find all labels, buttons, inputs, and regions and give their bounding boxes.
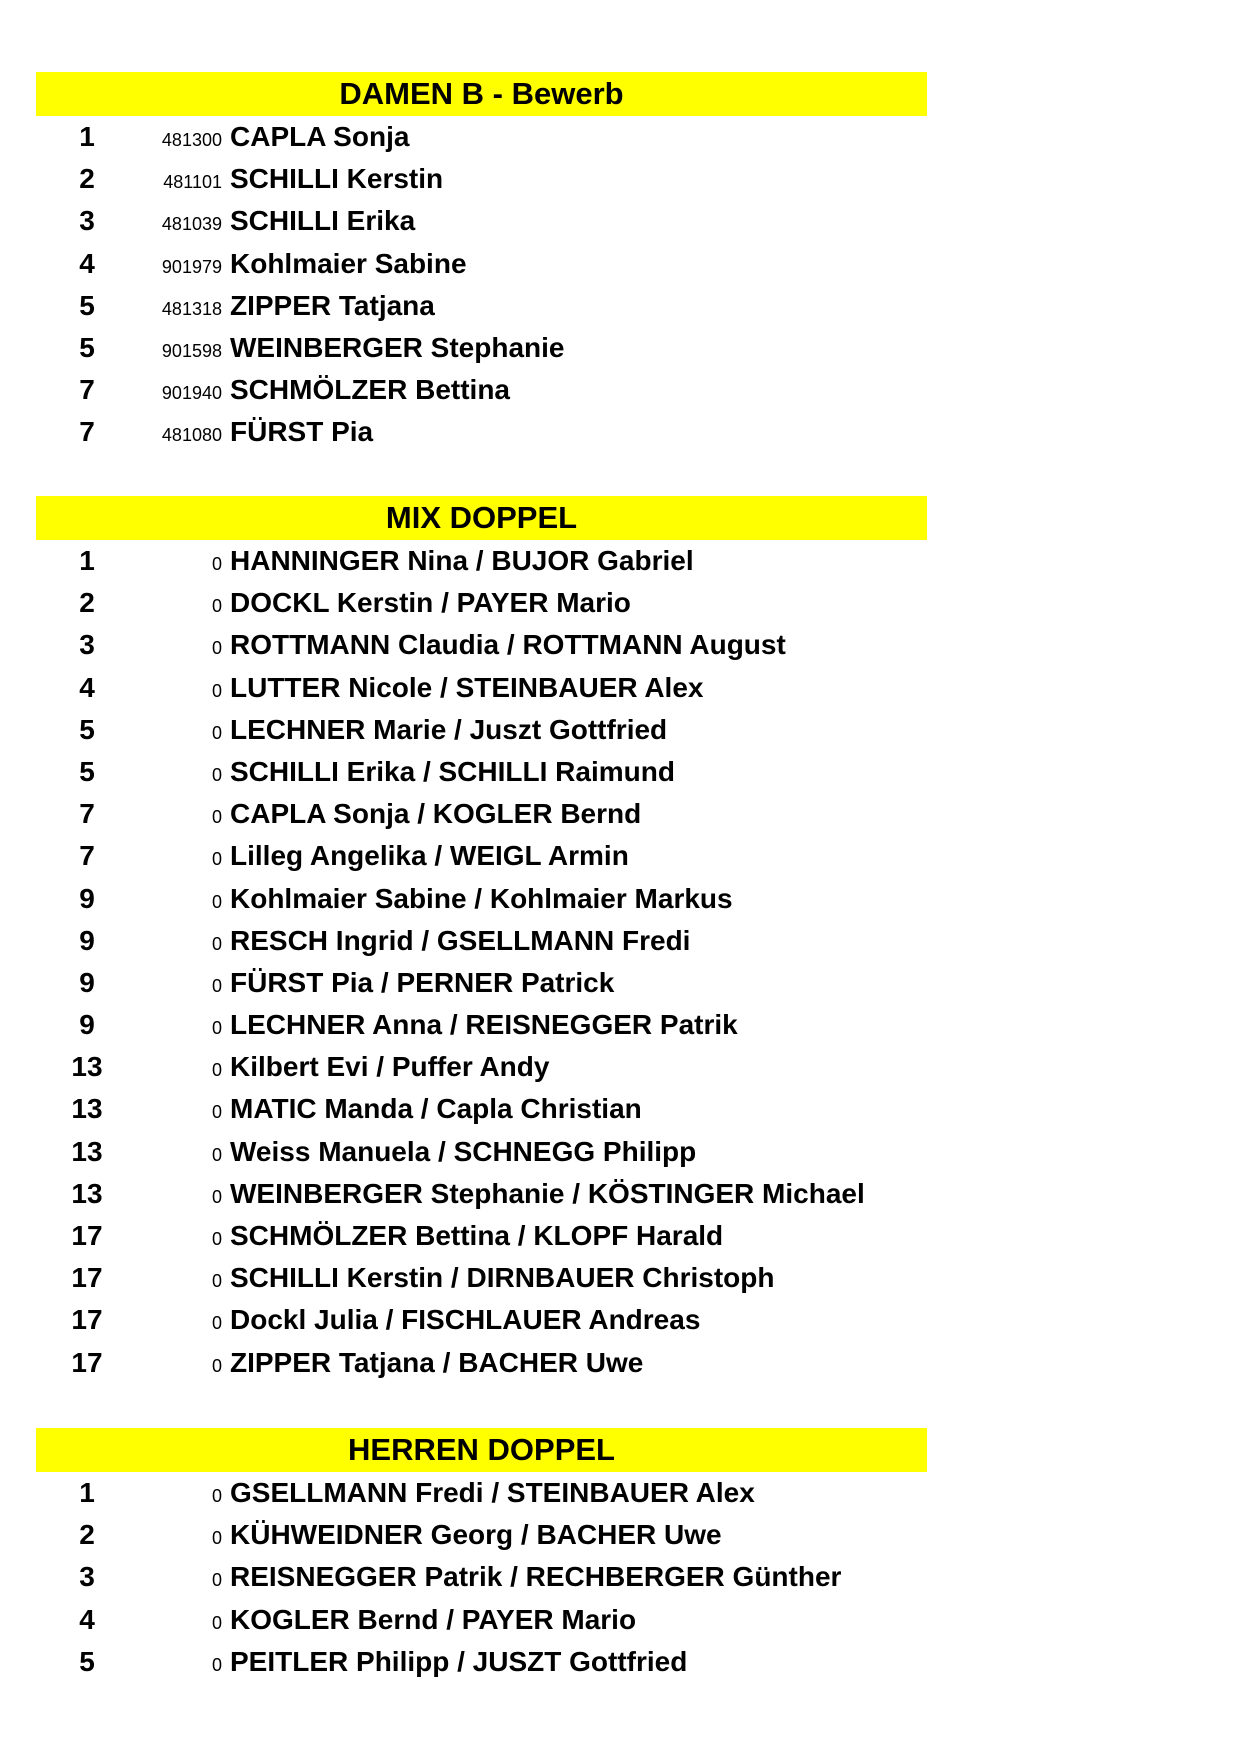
result-row <box>36 582 927 624</box>
team-names: DOCKL Kerstin / PAYER Mario <box>230 587 631 619</box>
result-row <box>36 411 927 453</box>
player-code: 0 <box>211 596 222 617</box>
result-row <box>36 1599 927 1641</box>
player-code: 0 <box>211 1018 222 1039</box>
player-code: 0 <box>211 849 222 870</box>
result-row <box>36 200 927 242</box>
rank: 1 <box>79 545 95 576</box>
result-row <box>36 116 927 158</box>
rank: 13 <box>71 1135 103 1167</box>
rank: 2 <box>79 1519 95 1551</box>
team-names: PEITLER Philipp / JUSZT Gottfried <box>230 1645 688 1677</box>
rank: 17 <box>71 1304 103 1336</box>
rank: 7 <box>79 840 95 872</box>
team-names: ROTTMANN Claudia / ROTTMANN August <box>230 629 786 661</box>
player-name: ZIPPER Tatjana <box>230 289 435 321</box>
rank: 17 <box>71 1346 103 1378</box>
team-names: Weiss Manuela / SCHNEGG Philipp <box>230 1135 697 1167</box>
player-code: 481318 <box>161 298 222 319</box>
player-code: 0 <box>211 1654 222 1675</box>
player-code: 0 <box>211 1612 222 1633</box>
result-row <box>36 285 927 327</box>
result-row <box>36 624 927 666</box>
result-row <box>36 1556 927 1598</box>
team-names: LECHNER Anna / REISNEGGER Patrik <box>230 1009 738 1041</box>
result-row <box>36 709 927 751</box>
section-mix-doppel <box>36 496 927 1384</box>
result-row <box>36 962 927 1004</box>
player-code: 901598 <box>161 340 222 361</box>
player-code: 0 <box>211 638 222 659</box>
team-names: RESCH Ingrid / GSELLMANN Fredi <box>230 924 691 956</box>
result-row <box>36 1088 927 1130</box>
rank: 5 <box>79 755 95 787</box>
result-row <box>36 1173 927 1215</box>
result-row <box>36 243 927 285</box>
rank: 17 <box>71 1262 103 1294</box>
rank: 7 <box>79 416 95 448</box>
rank: 1 <box>79 1477 95 1508</box>
team-names: Lilleg Angelika / WEIGL Armin <box>230 840 629 872</box>
rank: 3 <box>79 205 95 237</box>
rank: 3 <box>79 629 95 661</box>
player-code: 0 <box>211 1060 222 1081</box>
player-code: 0 <box>211 807 222 828</box>
rank: 13 <box>71 1051 103 1083</box>
section-title: MIX DOPPEL <box>36 496 927 540</box>
team-names: HANNINGER Nina / BUJOR Gabriel <box>230 545 694 576</box>
result-row <box>36 1342 927 1384</box>
team-names: LECHNER Marie / Juszt Gottfried <box>230 713 668 745</box>
rank: 5 <box>79 1645 95 1677</box>
result-row <box>36 158 927 200</box>
results-list <box>36 1472 927 1683</box>
rank: 3 <box>79 1561 95 1593</box>
rank: 5 <box>79 713 95 745</box>
rank: 7 <box>79 798 95 830</box>
team-names: LUTTER Nicole / STEINBAUER Alex <box>230 671 704 703</box>
player-code: 0 <box>211 1528 222 1549</box>
team-names: MATIC Manda / Capla Christian <box>230 1093 642 1125</box>
player-code: 0 <box>211 1570 222 1591</box>
result-row <box>36 1131 927 1173</box>
result-row <box>36 835 927 877</box>
team-names: Kilbert Evi / Puffer Andy <box>230 1051 550 1083</box>
player-code: 0 <box>211 975 222 996</box>
result-row <box>36 327 927 369</box>
player-code: 0 <box>211 1102 222 1123</box>
player-code: 0 <box>211 764 222 785</box>
rank: 9 <box>79 966 95 998</box>
player-code: 481300 <box>161 130 222 150</box>
team-names: KOGLER Bernd / PAYER Mario <box>230 1603 637 1635</box>
rank: 2 <box>79 163 95 195</box>
rank: 9 <box>79 924 95 956</box>
result-row <box>36 369 927 411</box>
result-row <box>36 1257 927 1299</box>
result-row <box>36 1472 927 1514</box>
rank: 13 <box>71 1093 103 1125</box>
results-list <box>36 540 927 1384</box>
player-code: 0 <box>211 1186 222 1207</box>
player-code: 481080 <box>161 425 222 446</box>
section-herren-doppel <box>36 1428 927 1683</box>
player-code: 0 <box>211 891 222 912</box>
player-code: 0 <box>211 1355 222 1376</box>
section-title: HERREN DOPPEL <box>36 1428 927 1472</box>
results-list <box>36 116 927 454</box>
player-code: 0 <box>211 1271 222 1292</box>
team-names: Dockl Julia / FISCHLAUER Andreas <box>230 1304 701 1336</box>
rank: 2 <box>79 587 95 619</box>
section-damen-b <box>36 72 927 454</box>
rank: 4 <box>79 1603 95 1635</box>
team-names: FÜRST Pia / PERNER Patrick <box>230 966 615 998</box>
player-code: 0 <box>211 1486 222 1506</box>
team-names: SCHILLI Erika / SCHILLI Raimund <box>230 755 675 787</box>
result-row <box>36 540 927 582</box>
team-names: REISNEGGER Patrik / RECHBERGER Günther <box>230 1561 842 1593</box>
player-code: 901940 <box>161 383 222 404</box>
result-row <box>36 1046 927 1088</box>
section-title: DAMEN B - Bewerb <box>36 72 927 116</box>
rank: 17 <box>71 1220 103 1251</box>
rank: 7 <box>79 374 95 406</box>
rank: 9 <box>79 1009 95 1041</box>
rank: 4 <box>79 671 95 703</box>
rank: 1 <box>79 121 95 152</box>
result-row <box>36 920 927 962</box>
player-name: FÜRST Pia <box>230 416 374 448</box>
team-names: SCHILLI Kerstin / DIRNBAUER Christoph <box>230 1262 775 1294</box>
team-names: ZIPPER Tatjana / BACHER Uwe <box>230 1346 644 1378</box>
player-code: 481039 <box>161 214 222 235</box>
team-names: GSELLMANN Fredi / STEINBAUER Alex <box>230 1477 755 1508</box>
result-row <box>36 1641 927 1683</box>
player-code: 481101 <box>163 172 222 193</box>
result-row <box>36 1215 927 1257</box>
player-name: Kohlmaier Sabine <box>230 247 467 279</box>
rank: 13 <box>71 1177 103 1209</box>
rank: 5 <box>79 289 95 321</box>
player-code: 0 <box>211 554 222 574</box>
player-code: 0 <box>211 722 222 743</box>
result-row <box>36 667 927 709</box>
result-row <box>36 751 927 793</box>
team-names: WEINBERGER Stephanie / KÖSTINGER Michael <box>230 1177 865 1209</box>
player-name: SCHILLI Kerstin <box>230 163 444 195</box>
result-row <box>36 878 927 920</box>
team-names: SCHMÖLZER Bettina / KLOPF Harald <box>230 1220 724 1251</box>
player-name: SCHMÖLZER Bettina <box>230 374 510 406</box>
player-code: 0 <box>211 680 222 701</box>
player-code: 901979 <box>161 256 222 277</box>
player-code: 0 <box>211 1144 222 1165</box>
player-code: 0 <box>211 1313 222 1334</box>
player-name: WEINBERGER Stephanie <box>230 331 565 363</box>
result-row <box>36 1299 927 1341</box>
result-row <box>36 793 927 835</box>
player-name: CAPLA Sonja <box>230 121 410 152</box>
rank: 4 <box>79 247 95 279</box>
team-names: KÜHWEIDNER Georg / BACHER Uwe <box>230 1519 722 1551</box>
player-code: 0 <box>211 933 222 954</box>
player-name: SCHILLI Erika <box>230 205 416 237</box>
result-row <box>36 1004 927 1046</box>
result-row <box>36 1514 927 1556</box>
team-names: Kohlmaier Sabine / Kohlmaier Markus <box>230 882 733 914</box>
rank: 9 <box>79 882 95 914</box>
rank: 5 <box>79 331 95 363</box>
team-names: CAPLA Sonja / KOGLER Bernd <box>230 798 642 830</box>
player-code: 0 <box>211 1229 222 1249</box>
